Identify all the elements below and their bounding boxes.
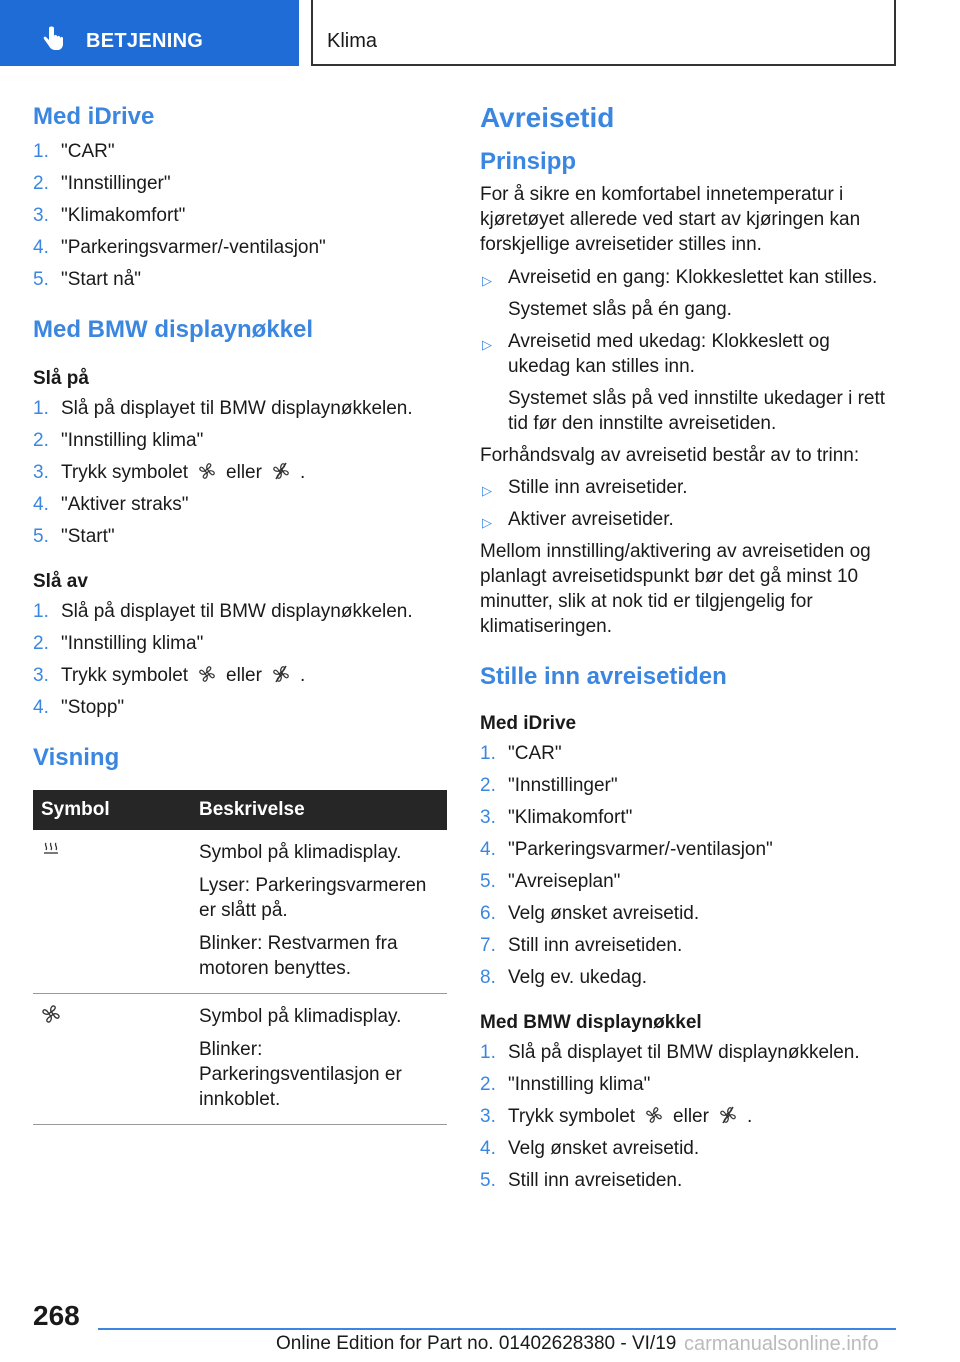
heater-icon — [41, 840, 61, 860]
fan-heat-icon — [272, 665, 290, 683]
off-heading: Slå av — [33, 571, 88, 592]
fan-icon — [198, 665, 216, 683]
list-item: 3. "Klimakomfort" — [480, 807, 633, 828]
off-steps — [33, 596, 447, 724]
preselect-text: Forhåndsvalg av avreisetid består av to trinn: — [480, 445, 860, 466]
fan-icon — [198, 462, 216, 480]
key-heading: Med BMW displaynøkkel — [33, 316, 314, 343]
idrive-steps — [33, 136, 447, 296]
list-item: 1. Slå på displayet til BMW displaynøkkelen. — [480, 1042, 860, 1063]
edition-text: Online Edition for Part no. 01402628380 - VI/19 — [276, 1333, 677, 1354]
list-item: ▷ Avreisetid en gang: Klokkeslettet kan stilles. Systemet slås på én gang. — [482, 267, 878, 320]
departure-title: Avreisetid — [480, 102, 615, 133]
list-item: 8. Velg ev. ukedag. — [480, 967, 648, 988]
departure-modes — [480, 265, 896, 436]
list-item: 7. Still inn avreisetiden. — [480, 935, 683, 956]
principle-text: For å sikre en komfortabel innetemperatur i kjøretøyet allerede ved start av kjøringen kan forskjellige avreisetider stilles inn. — [480, 184, 861, 255]
list-item: 2. "Innstillinger" — [33, 173, 171, 194]
idrive-steps-right — [480, 738, 896, 994]
page-number: 268 — [33, 1300, 80, 1331]
list-item: 2. "Innstilling klima" — [33, 430, 204, 451]
list-item: 2. "Innstilling klima" — [33, 633, 204, 654]
set-departure-heading: Stille inn avreisetiden — [480, 663, 727, 690]
list-item: 3. "Klimakomfort" — [33, 205, 186, 226]
on-steps — [33, 393, 447, 553]
list-item: 1. "CAR" — [33, 141, 115, 162]
list-item: 4. "Stopp" — [33, 697, 125, 718]
list-item: 1. Slå på displayet til BMW displaynøkkelen. — [33, 601, 413, 622]
fan-icon — [645, 1106, 663, 1124]
section-tab-label: BETJENING — [86, 30, 204, 52]
watermark: carmanualsonline.info — [684, 1333, 879, 1355]
section-tab — [0, 0, 299, 66]
left-column — [33, 98, 447, 1125]
fan-icon — [41, 1004, 61, 1024]
list-item: 6. Velg ønsket avreisetid. — [480, 903, 700, 924]
list-item: 5. "Avreiseplan" — [480, 871, 621, 892]
table-row: Symbol på klimadisplay. Blinker: Parkeringsventilasjon er innkoblet. — [33, 994, 447, 1125]
list-item: 3. Trykk symbolet eller . — [33, 462, 306, 483]
display-heading: Visning — [33, 744, 120, 771]
fan-heat-icon — [272, 462, 290, 480]
list-item: 4. "Parkeringsvarmer/-ventilasjon" — [33, 237, 326, 258]
col-symbol: Symbol — [33, 790, 191, 830]
list-item: 2. "Innstilling klima" — [480, 1074, 651, 1095]
chapter-title-box — [311, 0, 896, 66]
list-item: 4. Velg ønsket avreisetid. — [480, 1138, 700, 1159]
list-item: 2. "Innstillinger" — [480, 775, 618, 796]
list-item: 3. Trykk symbolet eller . — [33, 665, 306, 686]
list-item: 4. "Aktiver straks" — [33, 494, 189, 515]
list-item: 3. Trykk symbolet eller . — [480, 1106, 753, 1127]
page-header — [0, 0, 960, 66]
key-subheading: Med BMW displaynøkkel — [480, 1012, 702, 1033]
idrive-subheading: Med iDrive — [480, 713, 577, 734]
list-item: 1. Slå på displayet til BMW displaynøkkelen. — [33, 398, 413, 419]
footer-divider — [98, 1328, 896, 1330]
hand-pointer-icon — [40, 26, 66, 52]
list-item: ▷ Aktiver avreisetider. — [482, 509, 674, 530]
right-column — [480, 98, 896, 1197]
key-steps-right — [480, 1037, 896, 1197]
interval-text: Mellom innstilling/aktivering av avreisetiden og planlagt avreisetidspunkt bør det gå minst 10 minutter, slik at nok tid er tilgjengelig for klimatiseringen. — [480, 541, 871, 637]
symbol-table — [33, 790, 447, 1125]
preselect-steps — [480, 475, 896, 532]
on-heading: Slå på — [33, 368, 89, 389]
list-item: 5. Still inn avreisetiden. — [480, 1170, 683, 1191]
list-item: 1. "CAR" — [480, 743, 562, 764]
table-row: Symbol på klimadisplay. Lyser: Parkeringsvarmeren er slått på. Blinker: Restvarmen fra motoren benyttes. — [33, 830, 447, 994]
idrive-heading: Med iDrive — [33, 103, 155, 130]
list-item: ▷ Avreisetid med ukedag: Klokkeslett og ukedag kan stilles inn. Systemet slås på ved innstilte ukedager i rett tid før den innstilte avreisetiden. — [482, 331, 886, 434]
list-item: 5. "Start" — [33, 526, 115, 547]
list-item: ▷ Stille inn avreisetider. — [482, 477, 688, 498]
col-description: Beskrivelse — [191, 790, 447, 830]
list-item: 5. "Start nå" — [33, 269, 142, 290]
fan-heat-icon — [719, 1106, 737, 1124]
principle-heading: Prinsipp — [480, 148, 577, 175]
list-item: 4. "Parkeringsvarmer/-ventilasjon" — [480, 839, 773, 860]
chapter-title: Klima — [327, 30, 378, 52]
